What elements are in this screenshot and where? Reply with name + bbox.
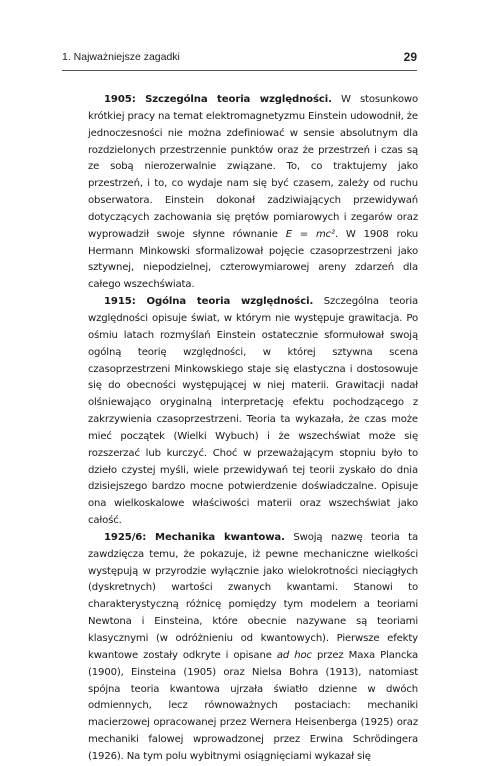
running-header — [62, 51, 417, 67]
paragraph-heading: 1925/6: Mechanika kwantowa. — [104, 531, 285, 543]
paragraph-special-relativity — [88, 92, 418, 294]
paragraph-quantum-mechanics — [88, 530, 418, 766]
paragraph-text: . W 1908 roku Hermann Minkowski sformalizował pojęcie czasoprzestrzeni jako sztywnej, niepodzielnej, czterowymiarowej areny zdarzeń dla całego wszechświata. — [88, 228, 418, 291]
paragraph-general-relativity — [88, 294, 418, 530]
italic-term: ad hoc — [276, 649, 312, 661]
header-rule — [62, 70, 417, 71]
chapter-title: 1. Najważniejsze zagadki — [62, 51, 180, 63]
paragraph-text: przez Maxa Plancka (1900), Einsteina (1905) oraz Nielsa Bohra (1913), natomiast spójna teoria kwantowa ujrzała światło dzienne w dwóch odmiennych, lecz równoważnych postaciach: mechaniki macierzowej opracowanej przez Wernera Heisenberga (1925) oraz mechaniki falowej wprowadzonej przez Erwina Schrödingera (1926). Na tym polu wybitnymi osiągnięciami wykazał się — [88, 649, 418, 762]
paragraph-heading: 1905: Szczególna teoria względności. — [104, 94, 332, 105]
formula: E = mc² — [285, 228, 335, 240]
paragraph-heading: 1915: Ogólna teoria względności. — [104, 296, 314, 308]
body-text — [88, 92, 418, 766]
paragraph-text: W stosunkowo krótkiej pracy na temat elektromagnetyzmu Einstein udowodnił, że jednoczesności nie można zdefiniować w sensie absolutnym dla rozdzielonych przestrzennie punktów oraz że przestrzeń i czas są ze sobą nierozerwalnie związane. To, co traktujemy jako przestrzeń, i to, co wydaje nam się być czasem, zależy od ruchu obserwatora. Einstein dokonał zadziwiających przewidywań dotyczących zachowania się prętów pomiarowych i zegarów oraz wyprowadził swoje słynne równanie — [88, 94, 418, 240]
page-number: 29 — [403, 50, 417, 64]
paragraph-text: Szczególna teoria względności opisuje świat, w którym nie występuje grawitacja. Po ośmiu latach rozmyślań Einstein ostatecznie sformułował swoją ogólną teorię względności, w której sztywna scena czasoprzestrzeni Minkowskiego staje się elastyczna i dostosowuje się do obecności występującej w niej materii. Grawitacji nadał olśniewająco oryginalną interpretację efektu pochodzącego z zakrzywienia czasoprzestrzeni. Teoria ta wykazała, że czas może mieć początek (Wielki Wybuch) i że wszechświat może się rozszerzać lub kurczyć. Choć w przeważającym stopniu było to dzieło czystej myśli, wiele przewidywań tej teorii zyskało do dnia dzisiejszego bardzo mocne potwierdzenie doświadczalne. Opisuje ona wielkoskalowe właściwości materii oraz wszechświat jako całość. — [88, 296, 419, 527]
paragraph-text: Swoją nazwę teoria ta zawdzięcza temu, że pokazuje, iż pewne mechaniczne wielkości występują w przyrodzie wyłącznie jako wielokrotności nieciągłych (dyskretnych) wartości zwanych kwantami. Stanowi to charakterystyczną różnicę pomiędzy tym modelem a teoriami Newtona i Einsteina, które obecnie nazywane są teoriami klasycznymi (w odróżnieniu od kwantowych). Pierwsze efekty kwantowe zostały odkryte i opisane — [88, 531, 418, 661]
